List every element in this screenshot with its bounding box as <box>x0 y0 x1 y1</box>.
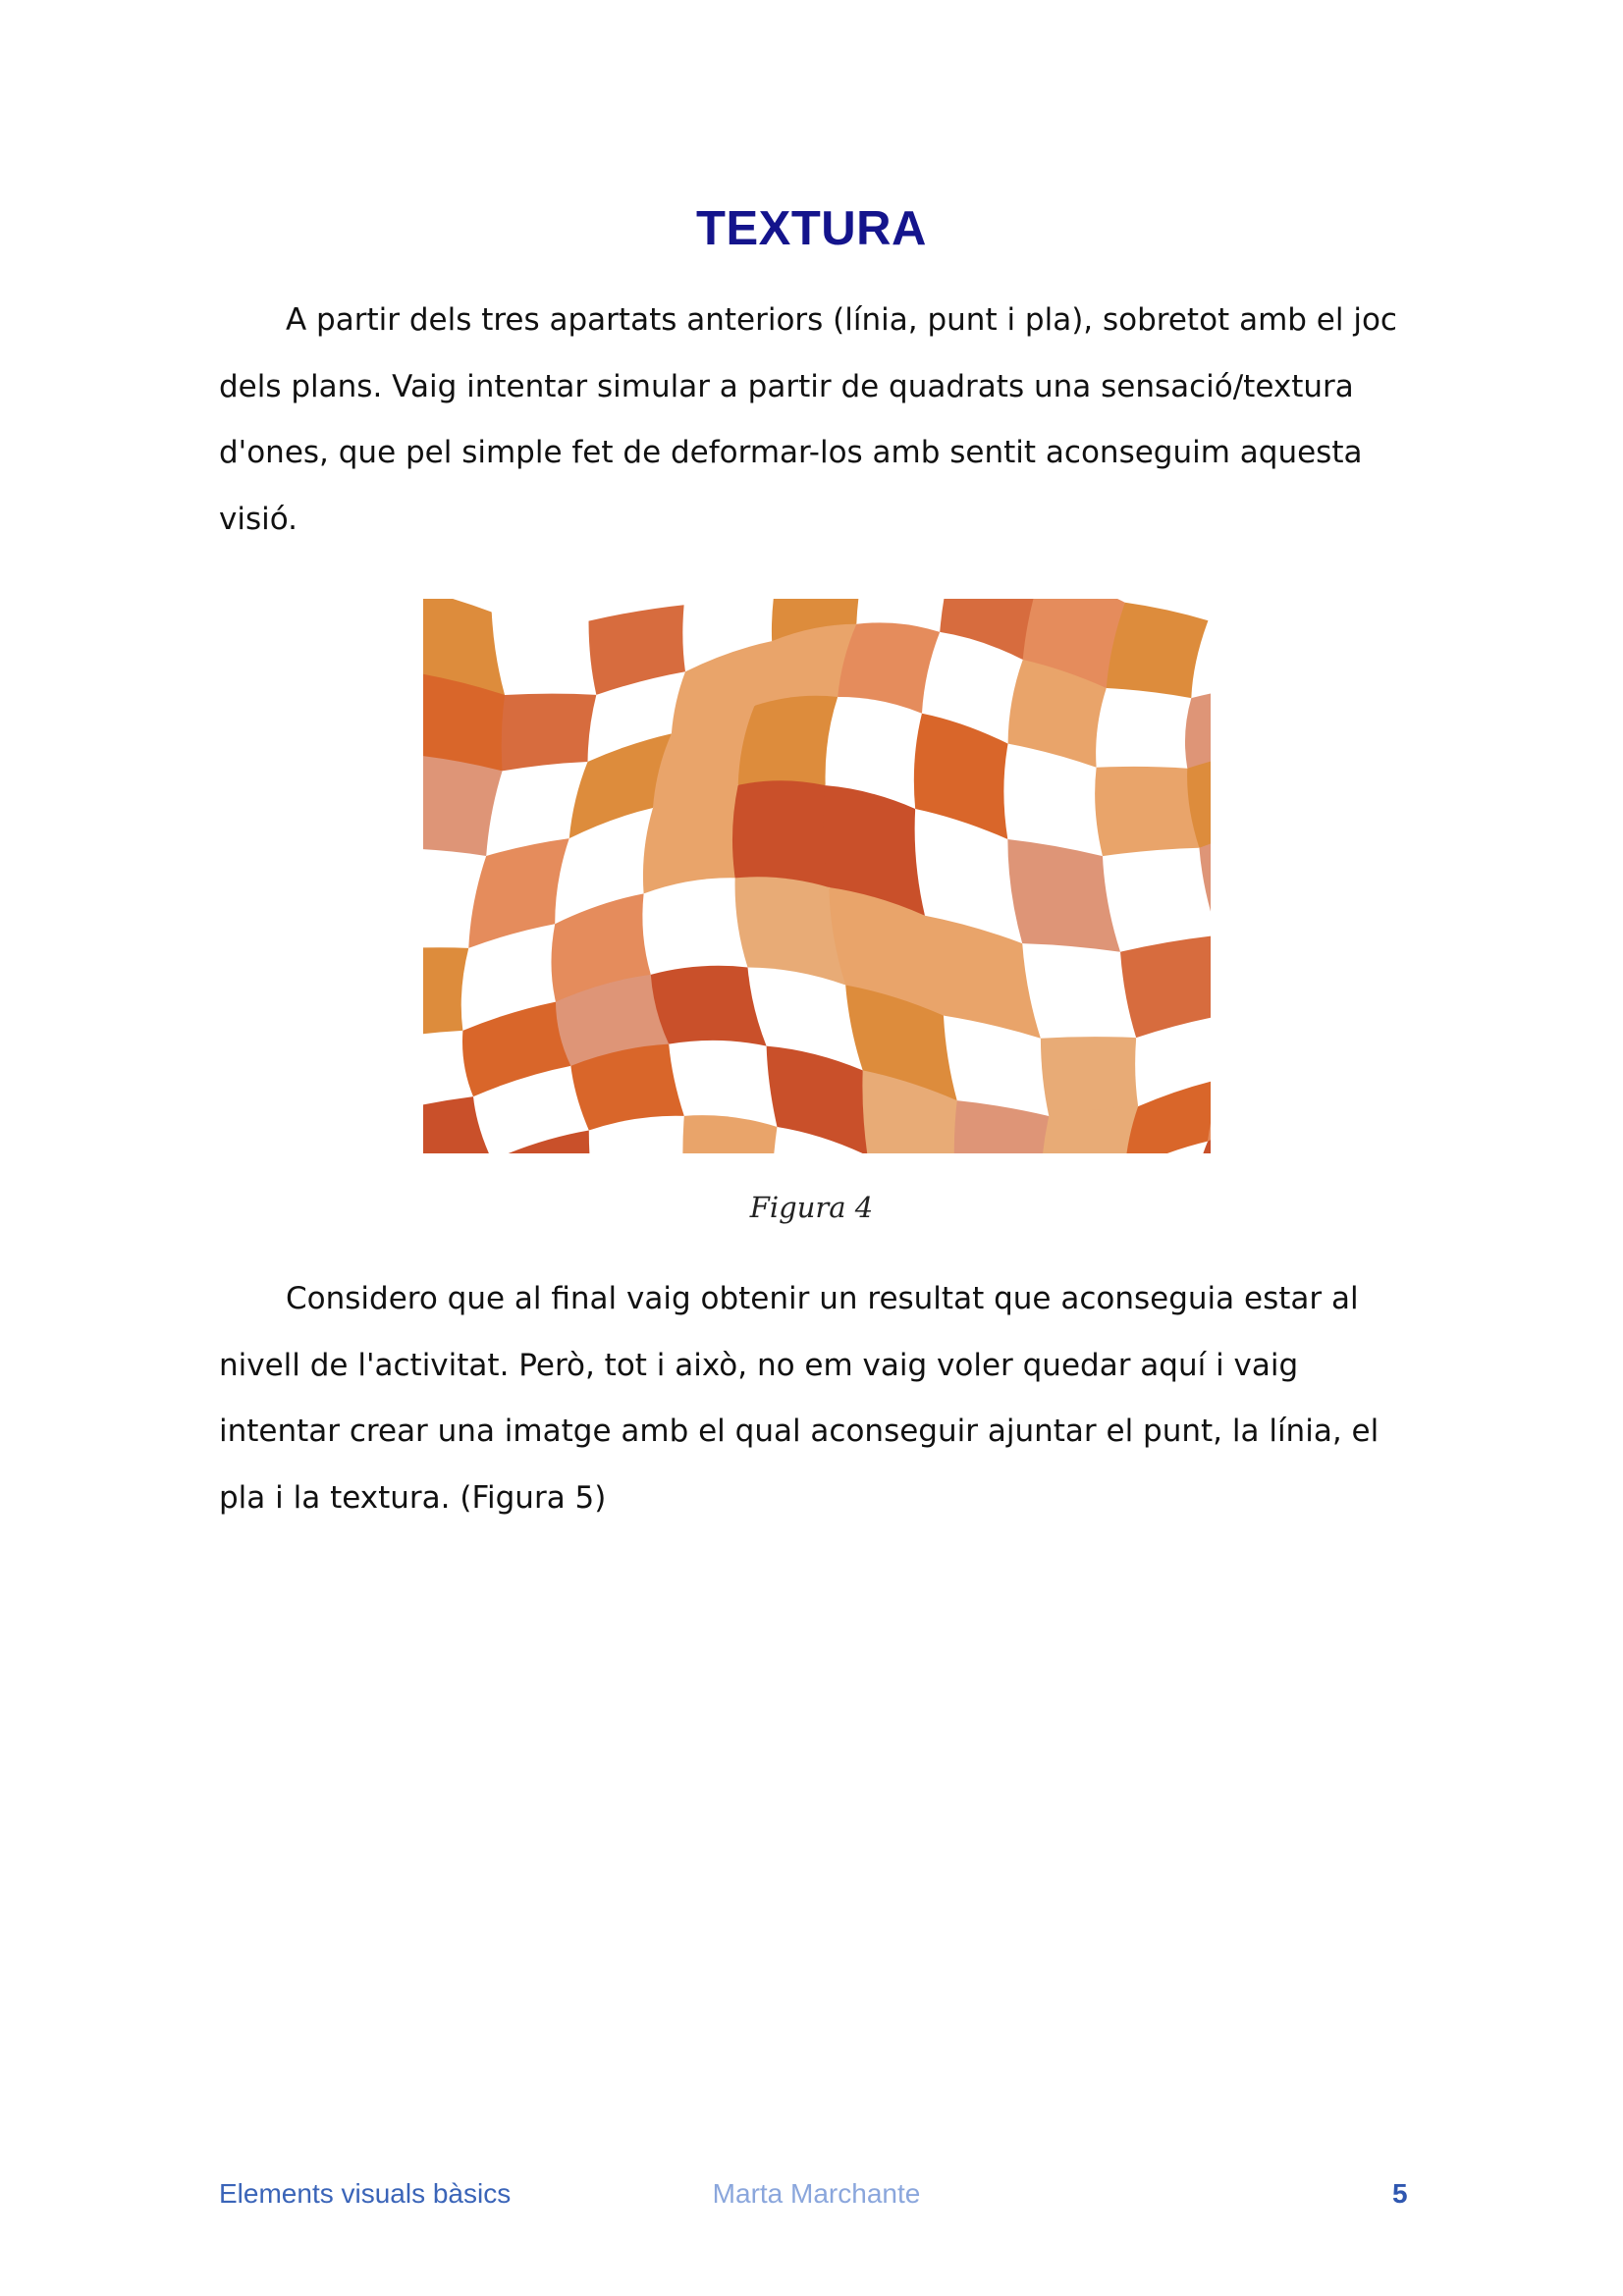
footer-document-title: Elements visuals bàsics <box>219 2178 512 2209</box>
footer-page-number: 5 <box>1392 2178 1408 2209</box>
figure-caption: Figura 4 <box>749 1191 874 1224</box>
texture-tile <box>642 878 747 975</box>
texture-tile <box>669 1041 778 1127</box>
texture-tile <box>1041 1037 1141 1117</box>
wavy-checker-illustration <box>423 599 1211 1153</box>
texture-tile <box>1103 848 1211 952</box>
texture-tile <box>1022 943 1136 1042</box>
footer-author: Marta Marchante <box>712 2178 921 2209</box>
body-paragraph-1: A partir dels tres apartats anteriors (línia, punt i pla), sobretot amb el joc dels plans. Vaig intentar simular a partir de quadrats una sensació/textura d'ones, que pel simple fet de deformar-los amb sentit aconseguim aquesta visió. <box>219 302 1397 537</box>
texture-tile <box>732 780 830 887</box>
body-paragraph-2: Considero que al final vaig obtenir un resultat que aconseguia estar al nivell de l'activitat. Però, tot i això, no em vaig voler quedar aquí i vaig intentar crear una imatge amb el qual aconseguir ajuntar el punt, la línia, el pla i la textura. (Figura 5) <box>219 1281 1380 1516</box>
texture-tile <box>492 613 598 700</box>
page-title: TEXTURA <box>696 202 927 255</box>
wavy-checker-figure <box>423 599 1211 1153</box>
texture-tile <box>1095 767 1199 858</box>
texture-tile <box>502 694 597 773</box>
texture-tile <box>1096 688 1192 773</box>
